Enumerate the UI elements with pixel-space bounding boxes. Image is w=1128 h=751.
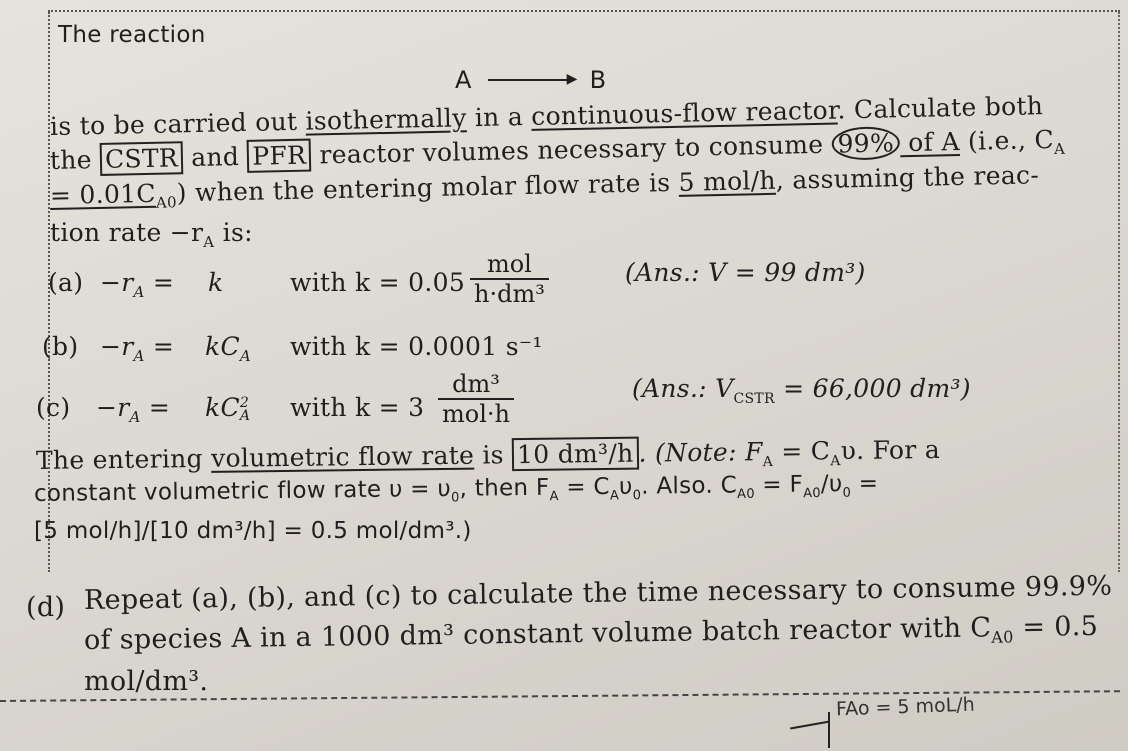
flow-rate-box: 10 dm³/h [512,437,639,472]
reactant: A [455,66,472,94]
paragraph-line-1: is to be carried out isothermally in a continuous-flow reactor. Calculate both [49,91,1044,141]
heading: The reaction [58,22,206,48]
conversion-circle: 99% [831,126,900,160]
part-d-line-2: of species A in a 1000 dm³ constant volume batch reactor with $C_{A0} = 0.5$ [83,610,1099,656]
part-a-expr: k [208,268,224,297]
part-c-label: (c) [36,393,71,422]
part-a-label: (a) [48,268,84,297]
page-border-top [48,10,1120,12]
part-b-label: (b) [42,332,79,361]
note-line-3: [5 mol/h]/[10 dm³/h] = 0.5 mol/dm³.) [34,518,472,544]
part-c-answer: (Ans.: $V_{CSTR} = 66,000$ dm³) [632,374,971,407]
part-d-line-1: Repeat (a), (b), and (c) to calculate the time necessary to consume 99.9% [83,570,1113,616]
product: B [589,66,607,94]
part-b-with: with k = 0.0001 s⁻¹ [290,332,543,361]
handwritten-note: FAo = 5 moL/h [835,693,976,721]
part-d-line-3: mol/dm³. [84,666,209,697]
reaction-equation [455,66,606,94]
part-b-rate: $-r_A$ = [100,332,175,365]
part-a-fraction: mol h·dm³ [470,250,549,308]
part-c-rate: $-r_A$ = [96,393,171,426]
arrow-icon: ▶ [488,79,574,81]
paragraph-line-3: = $0.01C_{A0}$) when the entering molar flow rate is 5 mol/h, assuming the reac- [49,160,1040,212]
cstr-box: CSTR [100,141,184,176]
part-d-label: (d) [26,592,66,623]
part-c-fraction: dm³ mol·h [438,370,514,428]
part-b-expr: $kC_A$ [205,332,252,365]
part-a-answer: (Ans.: V = 99 dm³) [625,258,866,287]
paragraph-line-2: the CSTR and PFR reactor volumes necessary to consume 99% of A (i.e., $C_A$ [49,124,1066,175]
note-line-1: The entering volumetric flow rate is 10 dm³/h . (Note: $F_A = C_A\upsilon$. For a [35,434,941,475]
part-c-with: with k = 3 [290,393,425,422]
part-a-with: with k = 0.05 [290,268,466,297]
paragraph-line-4: tion rate $-r_A$ is: [50,218,253,251]
pfr-box: PFR [247,139,312,173]
page-border-right [1118,12,1120,572]
handwritten-arrow [790,721,830,730]
note-line-2: constant volumetric flow rate $\upsilon = \upsilon_0$, then $F_A = C_A\upsilon_0$. Also. $C_{A0} = F_{A0}/\upsilon_0$ = [33,470,879,507]
part-c-expr: kC 2 A [205,393,251,424]
handwritten-bracket [828,712,830,748]
part-a-rate: $-r_A$ = [100,268,175,301]
